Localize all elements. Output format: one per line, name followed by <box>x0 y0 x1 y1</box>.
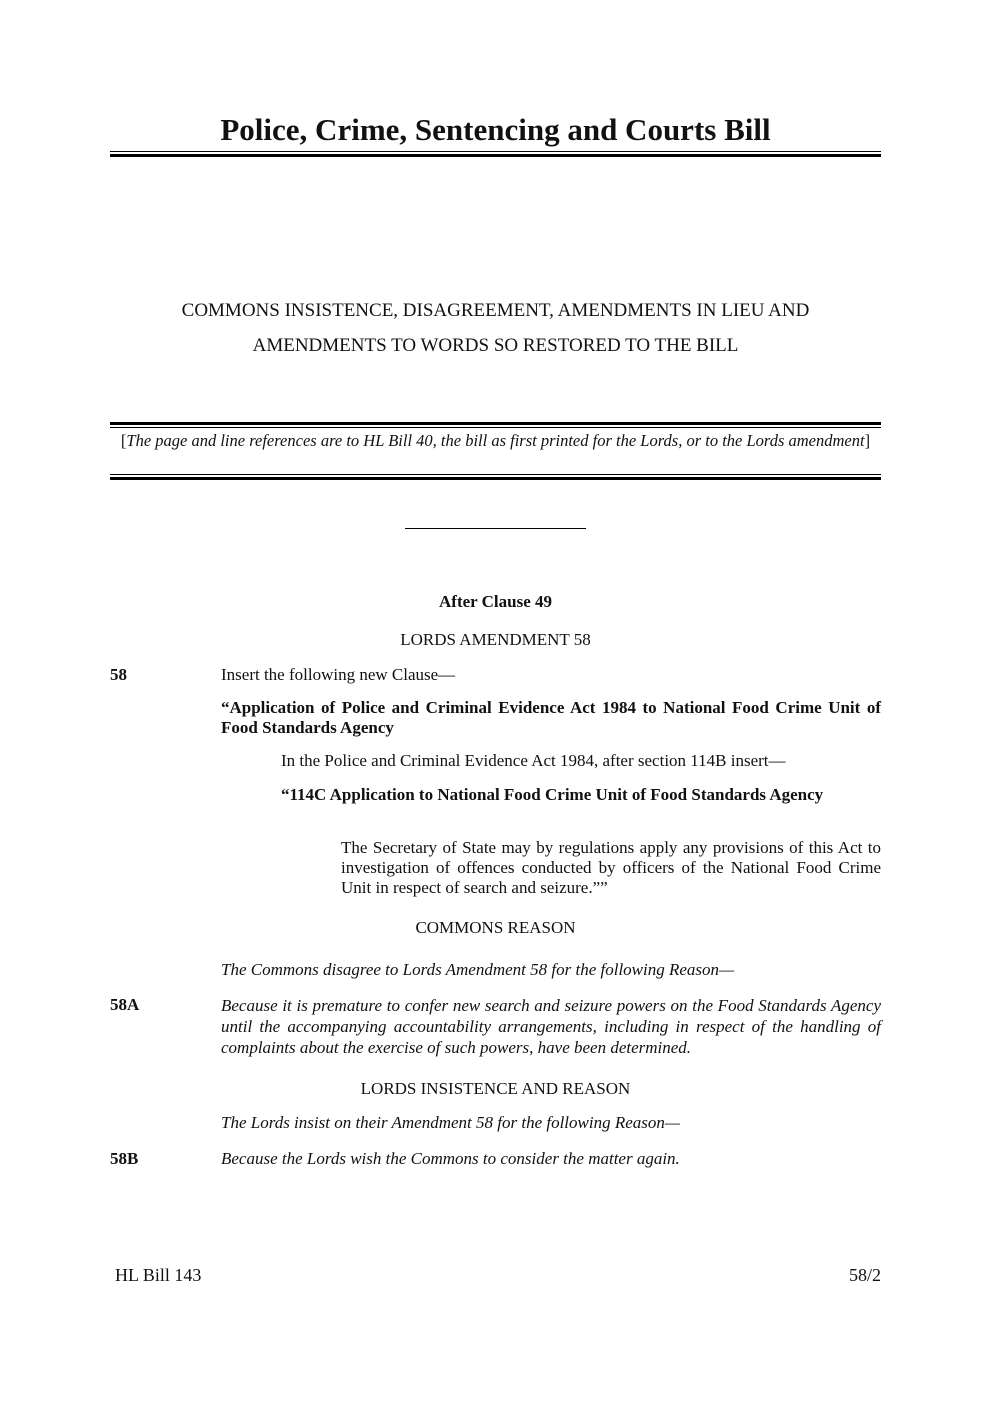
reference-note <box>118 432 873 450</box>
bracket: [ <box>120 431 127 450</box>
reason-58b-text: Because the Lords wish the Commons to consider the matter again. <box>221 1149 680 1168</box>
note-text: The page and line references are to HL Bill 40, the bill as first printed for the Lords, or to the Lords amendment <box>126 431 865 450</box>
reason-number-58a: 58A <box>110 995 140 1014</box>
subtitle-line: AMENDMENTS TO WORDS SO RESTORED TO THE BILL <box>252 335 739 356</box>
commons-reason-heading: COMMONS REASON <box>415 918 576 937</box>
amendment-intro: Insert the following new Clause— <box>221 665 456 684</box>
document-subtitle <box>110 293 881 363</box>
footer-page-ref: 58/2 <box>848 1265 881 1285</box>
clause-heading: After Clause 49 <box>439 592 552 611</box>
separator-rule <box>405 528 586 529</box>
reason-58a-text: Because it is premature to confer new search and seizure powers on the Food Standards Agency until the accompanying accountability arrangements, including in respect of the handling of complaints about the exercise of such powers, have been determined. <box>221 996 881 1057</box>
amendment-number: 58 <box>110 665 127 684</box>
clause-body: In the Police and Criminal Evidence Act 1984, after section 114B insert— <box>281 751 786 770</box>
title-rule-thin <box>110 151 881 152</box>
lords-insistence-heading: LORDS INSISTENCE AND REASON <box>360 1079 631 1098</box>
bracket: ] <box>864 431 871 450</box>
title-rule-thick <box>110 154 881 157</box>
lords-intro: The Lords insist on their Amendment 58 for the following Reason— <box>221 1113 681 1132</box>
reason-number-58b: 58B <box>110 1149 139 1168</box>
footer-bill-number: HL Bill 143 <box>115 1265 202 1285</box>
section-body: The Secretary of State may by regulations apply any provisions of this Act to investigation of offences conducted by officers of the National Food Crime Unit in respect of search and seizure.”” <box>341 838 881 897</box>
new-clause-title: “Application of Police and Criminal Evidence Act 1984 to National Food Crime Unit of Food Standards Agency <box>221 698 881 737</box>
note-rule-bottom-thick <box>110 477 881 480</box>
subtitle-line: COMMONS INSISTENCE, DISAGREEMENT, AMENDMENTS IN LIEU AND <box>181 300 810 321</box>
lords-amendment-heading: LORDS AMENDMENT 58 <box>400 630 591 649</box>
commons-intro: The Commons disagree to Lords Amendment 58 for the following Reason— <box>221 960 735 979</box>
section-title: “114C Application to National Food Crime Unit of Food Standards Agency <box>281 785 824 804</box>
note-rule-top-thick <box>110 422 881 425</box>
note-rule-top-thin <box>110 427 881 428</box>
note-rule-bottom-thin <box>110 474 881 475</box>
bill-title: Police, Crime, Sentencing and Courts Bill <box>220 112 771 147</box>
